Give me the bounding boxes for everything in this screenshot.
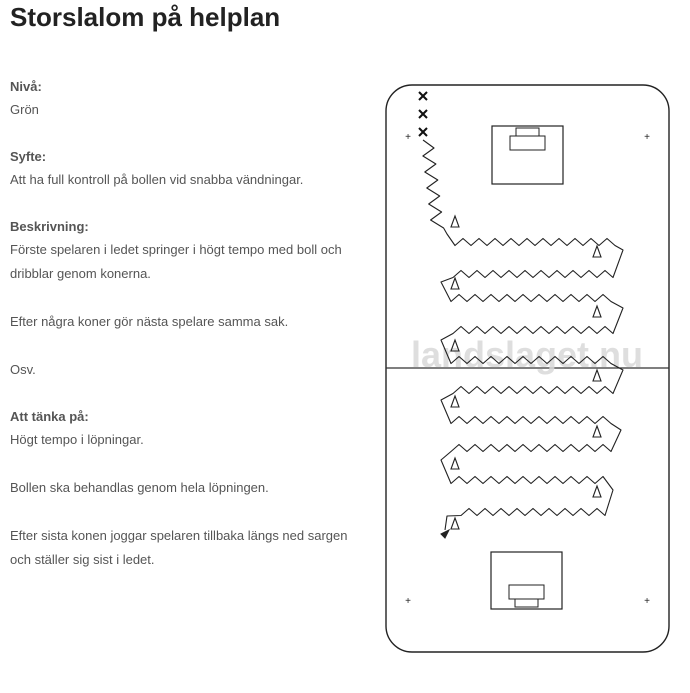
page-title: Storslalom på helplan bbox=[10, 2, 281, 32]
att-tanka-pa-paragraph: Högt tempo i löpningar. bbox=[10, 432, 144, 447]
cone-icon bbox=[593, 306, 601, 317]
section-niva bbox=[10, 76, 355, 122]
bottom-goal bbox=[491, 552, 562, 609]
beskrivning-paragraph: Förste spelaren i ledet springer i högt tempo med boll och dribblar genom konerna. bbox=[10, 242, 342, 281]
niva-label: Nivå: bbox=[10, 79, 42, 94]
section-syfte bbox=[10, 146, 355, 192]
player-markers bbox=[419, 92, 427, 136]
cone-icon bbox=[593, 246, 601, 257]
section-beskrivning bbox=[10, 216, 355, 382]
beskrivning-paragraph: Efter några koner gör nästa spelare samma sak. bbox=[10, 314, 289, 329]
cone-icon bbox=[451, 458, 459, 469]
watermark-text: landslaget.nu bbox=[410, 334, 644, 375]
syfte-text: Att ha full kontroll på bollen vid snabba vändningar. bbox=[10, 172, 304, 187]
cone-icon bbox=[593, 426, 601, 437]
faceoff-dot: + bbox=[644, 132, 650, 143]
faceoff-dot: + bbox=[644, 596, 650, 607]
faceoff-dot: + bbox=[405, 596, 411, 607]
faceoff-dot: + bbox=[405, 132, 411, 143]
att-tanka-pa-paragraph: Efter sista konen joggar spelaren tillbaka längs ned sargen och ställer sig sist i ledet. bbox=[10, 528, 348, 567]
cone-icon bbox=[593, 486, 601, 497]
cone-icon bbox=[451, 518, 459, 529]
beskrivning-label: Beskrivning: bbox=[10, 219, 89, 234]
top-goal bbox=[492, 126, 563, 184]
att-tanka-pa-label: Att tänka på: bbox=[10, 409, 89, 424]
rink-diagram bbox=[385, 84, 671, 656]
niva-text: Grön bbox=[10, 102, 39, 117]
cone-icon bbox=[451, 278, 459, 289]
beskrivning-paragraph: Osv. bbox=[10, 362, 36, 377]
syfte-label: Syfte: bbox=[10, 149, 47, 164]
exercise-description bbox=[10, 76, 355, 596]
cone-icon bbox=[451, 396, 459, 407]
section-att-tanka-pa bbox=[10, 406, 355, 572]
att-tanka-pa-paragraph: Bollen ska behandlas genom hela löpningen. bbox=[10, 480, 269, 495]
dribble-arrow bbox=[441, 530, 449, 538]
cone-icon bbox=[451, 216, 459, 227]
